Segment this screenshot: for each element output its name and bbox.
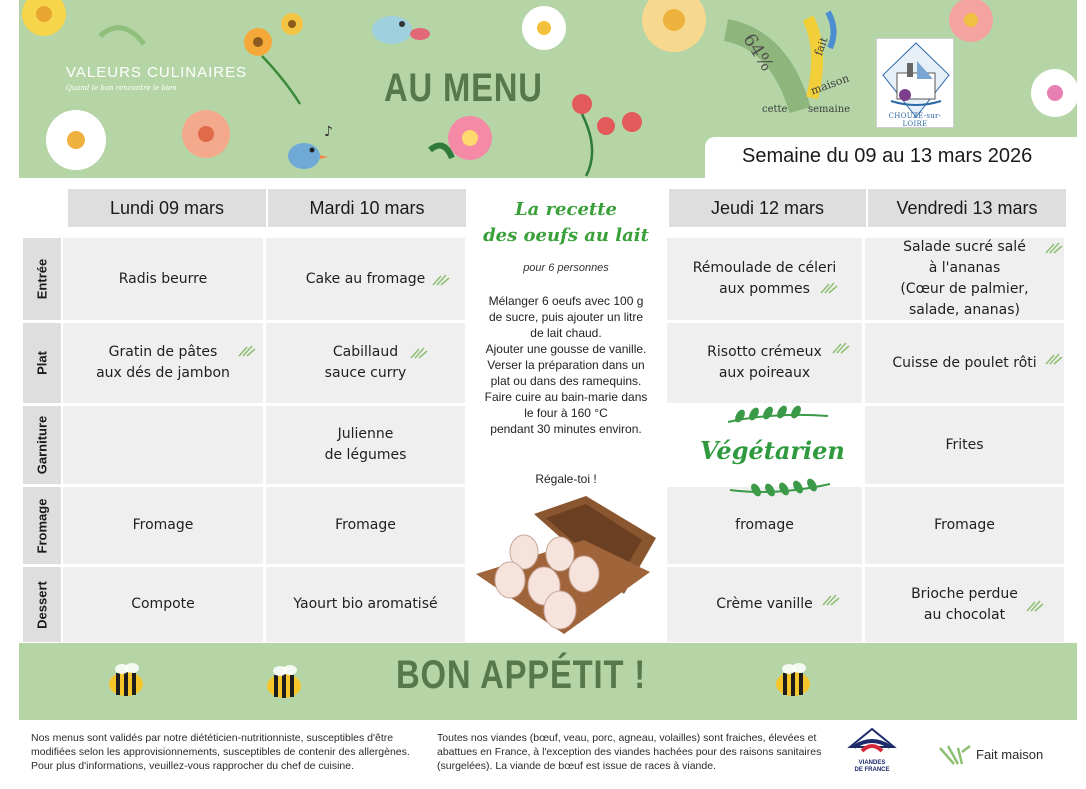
menu-cell-mardi-dessert: Yaourt bio aromatisé <box>266 567 465 642</box>
flower-yellow-top-left-icon <box>22 0 66 36</box>
svg-text:♪: ♪ <box>324 124 333 140</box>
viandes-de-france-text: VIANDES DE FRANCE <box>854 760 890 773</box>
menu-cell-lundi-garniture <box>63 406 263 484</box>
flower-pink-right-icon <box>949 0 993 42</box>
menu-cell-mardi-garniture: Julienne de légumes <box>266 406 465 484</box>
menu-cell-jeudi-plat: Risotto crémeux aux poireaux <box>667 323 862 403</box>
recipe-steps: Mélanger 6 oeufs avec 100 g de sucre, puis ajouter un litre de lait chaud. Ajouter une gousse de vanille. Verser la préparation dans un plat ou dans des ramequins. Faire cuire au bain-marie dans le four à 160 °C pendant 30 minutes environ. <box>484 294 648 436</box>
bee-icon <box>771 660 815 700</box>
menu-cell-lundi-entree: Radis beurre <box>63 238 263 320</box>
menu-cell-jeudi-entree: Rémoulade de céleri aux pommes <box>667 238 862 320</box>
menu-cell-mardi-entree: Cake au fromage <box>266 238 465 320</box>
menu-cell-vendredi-dessert: Brioche perdue au chocolat <box>865 567 1064 642</box>
brand-name: VALEURS CULINAIRES <box>66 64 248 81</box>
menu-cell-vendredi-fromage: Fromage <box>865 487 1064 564</box>
fait-maison-leaf-icon <box>832 342 850 354</box>
menu-cell-lundi-plat: Gratin de pâtes aux dés de jambon <box>63 323 263 403</box>
fait-maison-leaf-icon <box>1026 600 1044 612</box>
vine-top-icon <box>724 404 834 432</box>
bon-appetit-text: BON APPÉTIT ! <box>396 653 646 697</box>
leaves-icon <box>100 28 144 44</box>
brand-logo <box>66 64 247 92</box>
day-header-jeudi: Jeudi 12 mars <box>669 189 866 227</box>
menu-cell-mardi-plat: Cabillaud sauce curry <box>266 323 465 403</box>
fait-maison-leaf-icon <box>410 347 428 359</box>
egg-carton-icon <box>474 494 658 640</box>
row-label-plat: Plat <box>23 323 61 403</box>
flower-red-stem-icon <box>572 94 642 176</box>
fait-maison-word-semaine: semaine <box>808 104 851 115</box>
menu-cell-jeudi-dessert: Crème vanille <box>667 567 862 642</box>
fait-maison-leaf-icon <box>238 345 256 357</box>
bee-icon <box>262 662 306 702</box>
small-bird-icon <box>288 143 328 169</box>
brand-tagline: Quand le bon rencontre le bien <box>66 84 177 92</box>
fait-maison-legend-icon <box>938 744 974 768</box>
recipe-title: La recette des oeufs au lait <box>483 199 649 246</box>
flower-white-right-icon <box>1031 69 1079 117</box>
fait-maison-leaf-icon <box>822 594 840 606</box>
page-title: AU MENU <box>384 66 543 110</box>
day-header-lundi: Lundi 09 mars <box>68 189 266 227</box>
flower-pink-icon <box>430 116 492 160</box>
menu-cell-vendredi-garniture: Frites <box>865 406 1064 484</box>
fait-maison-percent: 64% <box>738 29 778 76</box>
fait-maison-leaf-icon <box>820 282 838 294</box>
music-note-icon <box>324 124 333 140</box>
fait-maison-word-maison: maison <box>808 71 851 98</box>
bee-icon <box>104 660 148 700</box>
flower-peach-icon <box>642 0 706 52</box>
fait-maison-leaf-icon <box>432 274 450 286</box>
flower-white-left-icon <box>46 110 106 170</box>
row-label-entree: Entrée <box>23 238 61 320</box>
town-logo-text: CHOUZÉ-sur-LOIRE <box>888 112 942 128</box>
menu-cell-vendredi-entree: Salade sucré salé à l'ananas (Cœur de palmier, salade, ananas) <box>865 238 1064 320</box>
day-header-mardi: Mardi 10 mars <box>268 189 466 227</box>
fait-maison-legend: Fait maison <box>976 747 1044 762</box>
fait-maison-leaf-icon <box>1045 353 1063 365</box>
fait-maison-word-fait: fait <box>812 35 831 58</box>
menu-cell-mardi-fromage: Fromage <box>266 487 465 564</box>
menu-cell-lundi-dessert: Compote <box>63 567 263 642</box>
row-label-dessert: Dessert <box>23 567 61 642</box>
recipe-servings: pour 6 personnes <box>523 262 609 274</box>
flower-white-icon <box>522 6 566 50</box>
row-label-fromage: Fromage <box>23 487 61 564</box>
vine-bottom-icon <box>726 474 836 504</box>
fait-maison-leaf-icon <box>1045 242 1063 254</box>
week-label: Semaine du 09 au 13 mars 2026 <box>742 145 1033 167</box>
vegetarian-label: Végétarien <box>700 436 845 465</box>
footer-meat-origin: Toutes nos viandes (bœuf, veau, porc, agneau, volailles) sont fraiches, élevées et abattues en France, à l'exception des viandes hachées pour des raisons sanitaires (surgelées). La viande de bœuf est issue de races à viande. <box>437 732 822 772</box>
flower-orange-icon <box>244 13 303 104</box>
row-label-garniture: Garniture <box>23 406 61 484</box>
day-header-vendredi: Vendredi 13 mars <box>868 189 1066 227</box>
fait-maison-word-cette: cette <box>762 104 788 115</box>
footer-disclaimer: Nos menus sont validés par notre diététicien-nutritionniste, susceptibles d'être modifiées selon les approvisionnements, susceptibles de contenir des allergènes. Pour plus d'informations, veuillez-vous rapprocher du chef de cuisine. <box>31 732 410 772</box>
menu-cell-jeudi-fromage: fromage <box>667 487 862 564</box>
menu-cell-lundi-fromage: Fromage <box>63 487 263 564</box>
recipe-closing: Régale-toi ! <box>535 472 597 486</box>
menu-cell-vendredi-plat: Cuisse de poulet rôti <box>865 323 1064 403</box>
bird-icon <box>372 16 430 44</box>
flower-salmon-icon <box>182 110 230 158</box>
